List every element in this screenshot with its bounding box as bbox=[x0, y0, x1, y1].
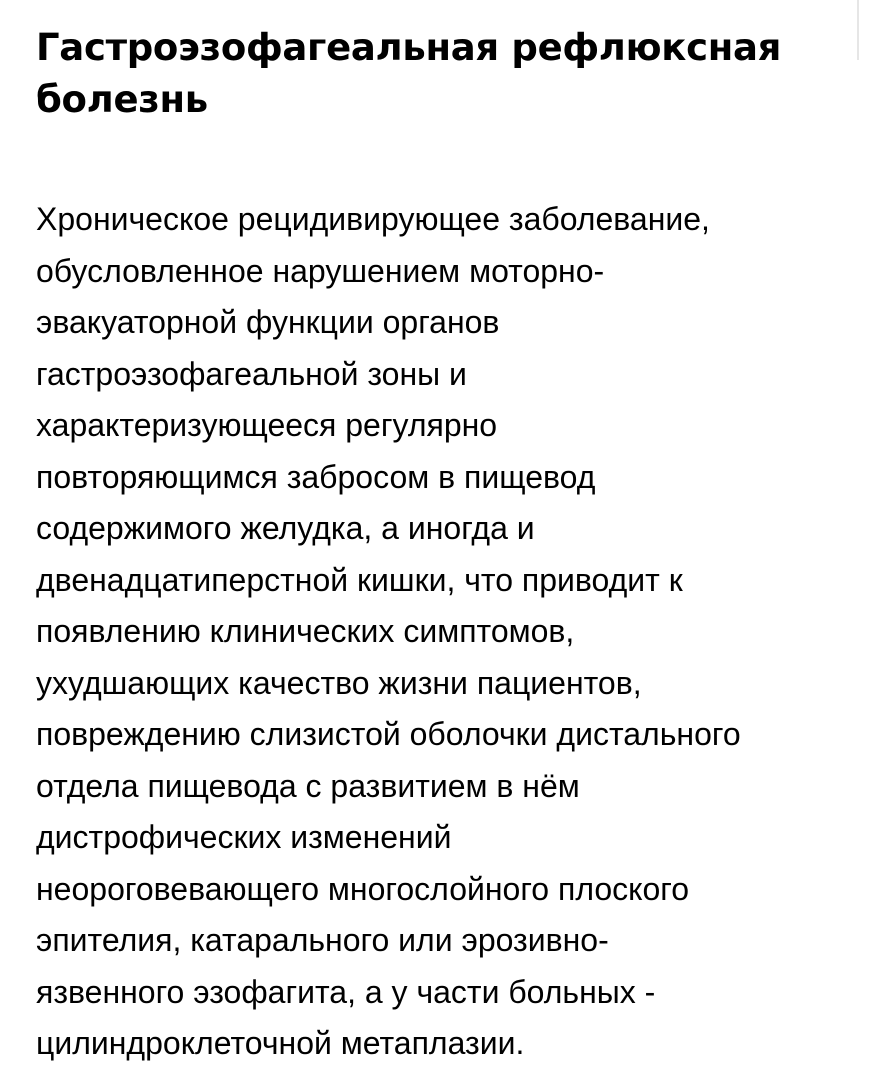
definition-line: появлению клинических симптомов, bbox=[36, 613, 575, 649]
definition-line: цилиндроклеточной метаплазии. bbox=[36, 1025, 525, 1061]
definition-line: повреждению слизистой оболочки дистального bbox=[36, 716, 741, 752]
article-title bbox=[36, 22, 846, 126]
definition-line: двенадцатиперстной кишки, что приводит к bbox=[36, 561, 683, 598]
definition-card bbox=[36, 22, 846, 1070]
definition-line: эвакуаторной функции органов bbox=[36, 304, 500, 340]
definition-line: содержимого желудка, а иногда и bbox=[36, 510, 535, 546]
definition-line: гастроэзофагеальной зоны и bbox=[36, 355, 467, 392]
article-definition bbox=[36, 194, 846, 1070]
title-line: Гастроэзофагеальная рефлюксная bbox=[36, 26, 782, 69]
definition-line: ухудшающих качество жизни пациентов, bbox=[36, 664, 642, 701]
definition-line: отдела пищевода с развитием в нём bbox=[36, 767, 580, 804]
title-line: болезнь bbox=[36, 78, 208, 121]
definition-line: Хроническое рецидивирующее заболевание, bbox=[36, 201, 710, 237]
definition-line: обусловленное нарушением моторно- bbox=[36, 252, 605, 289]
definition-line: дистрофических изменений bbox=[36, 819, 452, 855]
definition-line: неороговевающего многослойного плоского bbox=[36, 870, 690, 907]
scroll-edge-line bbox=[857, 0, 859, 60]
definition-line: характеризующееся регулярно bbox=[36, 407, 498, 443]
definition-line: язвенного эзофагита, а у части больных - bbox=[36, 973, 656, 1010]
definition-line: эпителия, катарального или эрозивно- bbox=[36, 922, 609, 958]
definition-line: повторяющимся забросом в пищевод bbox=[36, 458, 596, 495]
